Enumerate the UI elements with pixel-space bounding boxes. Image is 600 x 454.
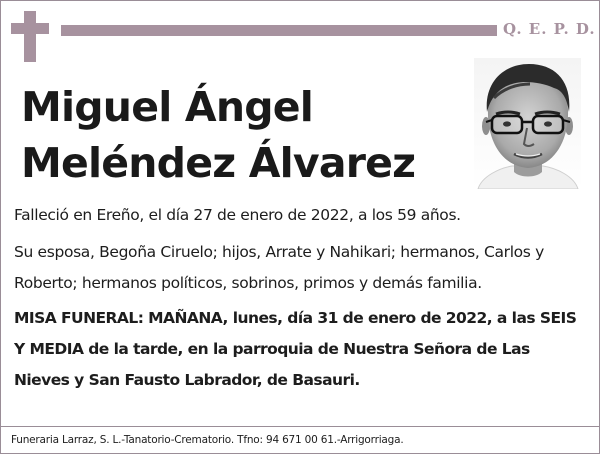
qepd-label: Q. E. P. D. <box>503 20 596 38</box>
family-notice: Su esposa, Begoña Ciruelo; hijos, Arrate y Nahikari; hermanos, Carlos y Roberto; hermanos políticos, sobrinos, primos y demás familia. <box>14 243 544 292</box>
footer-divider <box>1 426 599 427</box>
funeral-notice: MISA FUNERAL: MAÑANA, lunes, día 31 de enero de 2022, a las SEIS Y MEDIA de la tarde, en la parroquia de Nuestra Señora de Las Nieves y San Fausto Labrador, de Basauri. <box>14 309 577 389</box>
deceased-name <box>21 79 415 191</box>
header-rule <box>61 25 497 36</box>
name-line-last: Meléndez Álvarez <box>21 139 416 187</box>
cross-icon-arm <box>11 23 49 34</box>
funeral-home-footer: Funeraria Larraz, S. L.-Tanatorio-Crematorio. Tfno: 94 671 00 61.-Arrigorriaga. <box>11 434 404 446</box>
cross-icon <box>24 11 36 62</box>
name-line-first: Miguel Ángel <box>21 83 314 131</box>
death-notice: Falleció en Ereño, el día 27 de enero de 2022, a los 59 años. <box>14 206 461 224</box>
portrait-photo <box>474 58 581 189</box>
